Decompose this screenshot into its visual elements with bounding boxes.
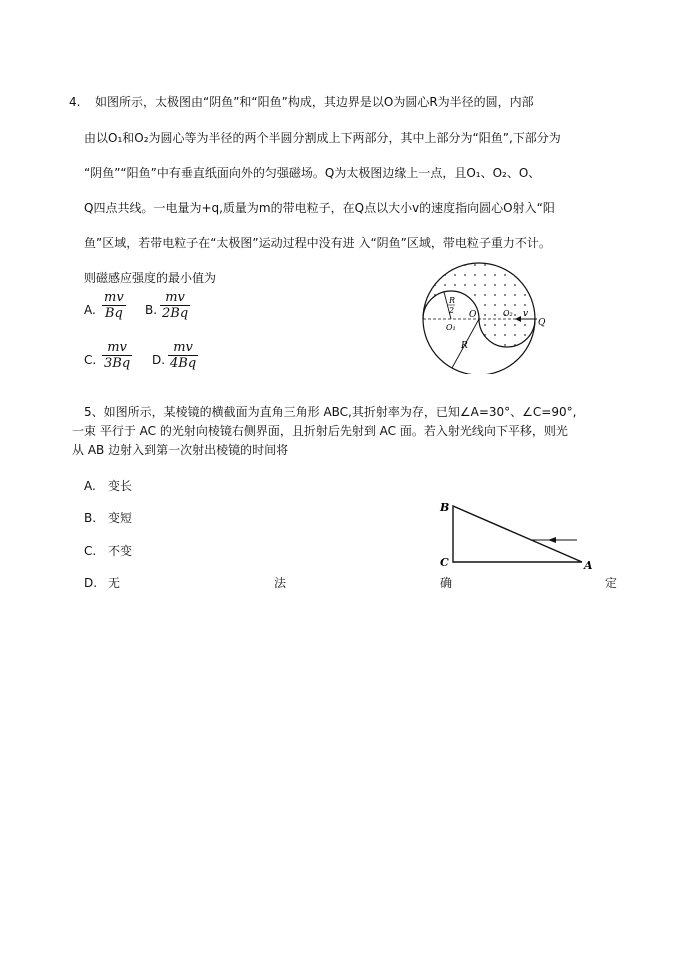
prism-triangle bbox=[453, 506, 582, 562]
q4-option-d-denominator: 4Bq bbox=[170, 356, 197, 371]
q4-option-b-denominator: 2Bq bbox=[162, 306, 189, 321]
light-ray-arrow-head-icon bbox=[548, 537, 556, 543]
q5-option-a-label: A. bbox=[84, 479, 96, 493]
q5-option-d-char-1: 无 bbox=[108, 576, 121, 590]
q4-line-1: 如图所示，太极图由“阴鱼”和“阳鱼”构成，其边界是以O为圆心R为半径的圆，内部 bbox=[95, 95, 534, 109]
q4-option-a-fraction bbox=[102, 290, 126, 322]
label-o2: O₂ bbox=[503, 309, 513, 318]
q5-option-d-char-2: 法 bbox=[274, 576, 287, 590]
label-r: R bbox=[461, 341, 468, 351]
q4-option-a-label: A. bbox=[84, 303, 96, 317]
q5-option-a-text: 变长 bbox=[108, 479, 133, 493]
label-v: v bbox=[523, 309, 529, 319]
q4-option-b-fraction bbox=[160, 290, 190, 322]
q5-option-d-char-3: 确 bbox=[440, 576, 453, 590]
q4-option-c-fraction bbox=[102, 340, 132, 372]
q4-number: 4. bbox=[69, 95, 81, 109]
q4-option-b-label: B. bbox=[145, 303, 158, 317]
q4-line-5: 鱼”区域，若带电粒子在“太极图”运动过程中没有进 入“阴鱼”区域，带电粒子重力不计。 bbox=[84, 236, 551, 250]
label-q: Q bbox=[538, 318, 546, 328]
q4-option-d-fraction bbox=[168, 340, 198, 372]
label-r-half-denominator: 2 bbox=[449, 306, 455, 315]
q4-option-d-numerator: mv bbox=[173, 340, 193, 355]
q4-option-c-label: C. bbox=[84, 353, 97, 367]
q4-option-a-denominator: Bq bbox=[102, 305, 126, 322]
q5-line-1: 5、如图所示，某棱镜的横截面为直角三角形 ABC,其折射率为存，已知∠A=30°、∠C=90°, bbox=[84, 405, 577, 419]
q4-option-a-numerator: mv bbox=[104, 290, 124, 305]
label-o1: O₁ bbox=[446, 323, 456, 332]
q5-option-c-label: C. bbox=[84, 544, 97, 558]
q4-option-d-label: D. bbox=[152, 353, 166, 367]
q5-option-d-char-4: 定 bbox=[605, 576, 618, 590]
label-c: C bbox=[440, 556, 449, 569]
label-b: B bbox=[440, 501, 450, 514]
q5-line-3: 从 AB 边射入到第一次射出棱镜的时间将 bbox=[72, 443, 289, 457]
q4-line-3: “阴鱼”“阳鱼”中有垂直纸面向外的匀强磁场。Q为太极图边缘上一点，且O₁、O₂、O、 bbox=[84, 166, 541, 180]
label-a: A bbox=[584, 559, 593, 572]
label-r-half-numerator: R bbox=[449, 296, 456, 305]
q4-line-4: Q四点共线。一电量为+q,质量为m的带电粒子，在Q点以大小v的速度指向圆心O射入“阳 bbox=[84, 201, 555, 215]
q5-option-d-label: D. bbox=[84, 576, 98, 590]
q4-option-b-numerator: mv bbox=[165, 290, 185, 305]
q4-option-c-denominator: 3Bq bbox=[104, 356, 131, 371]
q4-line-6: 则磁感应强度的最小值为 bbox=[84, 271, 217, 285]
yang-region bbox=[423, 263, 535, 347]
taiji-figure bbox=[415, 262, 555, 374]
q4-option-c-numerator: mv bbox=[107, 340, 127, 355]
prism-figure bbox=[432, 496, 602, 572]
q5-option-c-text: 不变 bbox=[108, 544, 133, 558]
q5-line-2: 一束 平行于 AC 的光射向棱镜右侧界面，且折射后先射到 AC 面。若入射光线向下平移，则光 bbox=[72, 424, 568, 438]
label-o: O bbox=[469, 310, 477, 320]
q5-option-b-label: B. bbox=[84, 511, 97, 525]
q4-line-2: 由以O₁和O₂为圆心等为半径的两个半圆分割成上下两部分，其中上部分为“阳鱼”,下部分为 bbox=[84, 131, 561, 145]
q5-option-b-text: 变短 bbox=[108, 511, 133, 525]
